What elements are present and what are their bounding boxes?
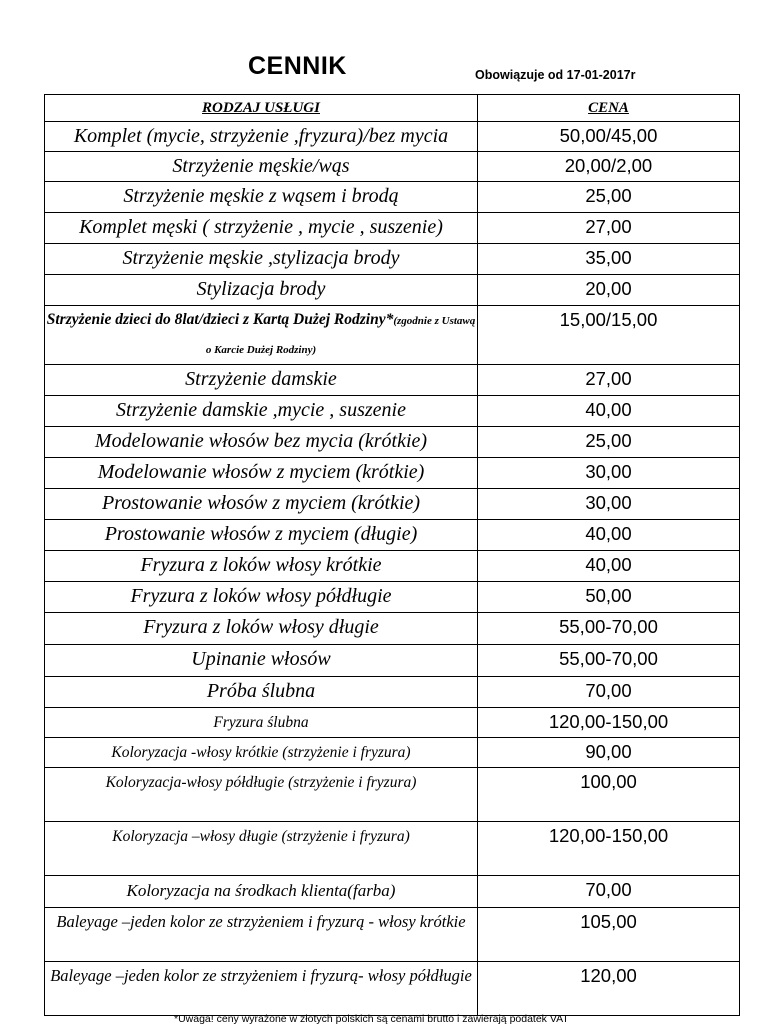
- service-name: Strzyżenie męskie/wąs: [45, 152, 478, 182]
- table-row: [45, 182, 740, 213]
- table-row: [45, 876, 740, 908]
- service-price: 20,00/2,00: [478, 152, 740, 182]
- service-name: Fryzura z loków włosy długie: [45, 613, 478, 645]
- price-list-table: [44, 94, 740, 1016]
- table-row: [45, 427, 740, 458]
- service-name: Prostowanie włosów z myciem (krótkie): [45, 489, 478, 520]
- service-price: 50,00/45,00: [478, 122, 740, 152]
- service-name: Strzyżenie damskie: [45, 365, 478, 396]
- table-header-row: [45, 95, 740, 122]
- service-name: Koloryzacja-włosy półdługie (strzyżenie i fryzura): [45, 768, 478, 822]
- service-price: 20,00: [478, 275, 740, 306]
- service-name: Komplet (mycie, strzyżenie ,fryzura)/bez mycia: [45, 122, 478, 152]
- service-price: 100,00: [478, 768, 740, 822]
- table-row: [45, 275, 740, 306]
- table-row: [45, 677, 740, 708]
- service-price: 120,00-150,00: [478, 708, 740, 738]
- service-price: 15,00/15,00: [478, 306, 740, 365]
- service-name: Modelowanie włosów z myciem (krótkie): [45, 458, 478, 489]
- table-row: [45, 489, 740, 520]
- service-price: 120,00-150,00: [478, 822, 740, 876]
- service-name: Koloryzacja –włosy długie (strzyżenie i fryzura): [45, 822, 478, 876]
- table-row: [45, 582, 740, 613]
- service-name: Fryzura z loków włosy półdługie: [45, 582, 478, 613]
- service-price: 55,00-70,00: [478, 613, 740, 645]
- service-name: Baleyage –jeden kolor ze strzyżeniem i fryzurą- włosy półdługie: [45, 962, 478, 1016]
- service-price: 30,00: [478, 458, 740, 489]
- table-row: [45, 551, 740, 582]
- table-row: [45, 396, 740, 427]
- service-price: 55,00-70,00: [478, 645, 740, 677]
- service-price: 30,00: [478, 489, 740, 520]
- service-price: 70,00: [478, 677, 740, 708]
- service-name: Baleyage –jeden kolor ze strzyżeniem i fryzurą - włosy krótkie: [45, 908, 478, 962]
- service-name: Koloryzacja na środkach klienta(farba): [45, 876, 478, 908]
- table-row: [45, 213, 740, 244]
- service-price: 105,00: [478, 908, 740, 962]
- service-name: Strzyżenie męskie z wąsem i brodą: [45, 182, 478, 213]
- table-row: [45, 962, 740, 1016]
- table-row: [45, 244, 740, 275]
- column-header-service: RODZAJ USŁUGI: [45, 95, 478, 122]
- vat-footnote: *Uwaga! ceny wyrażone w złotych polskich są cenami brutto i zawierają podatek VAT: [174, 1013, 569, 1025]
- table-row: [45, 708, 740, 738]
- service-name: Stylizacja brody: [45, 275, 478, 306]
- service-name: Fryzura z loków włosy krótkie: [45, 551, 478, 582]
- service-price: 25,00: [478, 182, 740, 213]
- service-price: 120,00: [478, 962, 740, 1016]
- service-price: 40,00: [478, 551, 740, 582]
- service-price: 35,00: [478, 244, 740, 275]
- table-row: [45, 306, 740, 365]
- service-name: Komplet męski ( strzyżenie , mycie , suszenie): [45, 213, 478, 244]
- table-row: [45, 738, 740, 768]
- service-name: Upinanie włosów: [45, 645, 478, 677]
- table-row: [45, 908, 740, 962]
- table-row: [45, 152, 740, 182]
- service-name: [45, 306, 478, 365]
- service-price: 50,00: [478, 582, 740, 613]
- service-name: Strzyżenie męskie ,stylizacja brody: [45, 244, 478, 275]
- service-name: Próba ślubna: [45, 677, 478, 708]
- table-row: [45, 520, 740, 551]
- service-price: 90,00: [478, 738, 740, 768]
- service-name: Strzyżenie damskie ,mycie , suszenie: [45, 396, 478, 427]
- service-price: 27,00: [478, 213, 740, 244]
- service-name: Koloryzacja -włosy krótkie (strzyżenie i fryzura): [45, 738, 478, 768]
- table-row: [45, 822, 740, 876]
- table-row: [45, 645, 740, 677]
- valid-from-date: Obowiązuje od 17-01-2017r: [475, 68, 636, 82]
- service-name: Prostowanie włosów z myciem (długie): [45, 520, 478, 551]
- service-name: Modelowanie włosów bez mycia (krótkie): [45, 427, 478, 458]
- service-price: 40,00: [478, 396, 740, 427]
- table-row: [45, 122, 740, 152]
- service-price: 40,00: [478, 520, 740, 551]
- page-title: CENNIK: [248, 52, 347, 80]
- table-row: [45, 768, 740, 822]
- table-row: [45, 613, 740, 645]
- table-row: [45, 365, 740, 396]
- service-note: (zgodnie z Ustawą o Karcie Dużej Rodziny): [205, 315, 476, 356]
- service-price: 27,00: [478, 365, 740, 396]
- service-name: Fryzura ślubna: [45, 708, 478, 738]
- service-name-main: Strzyżenie dzieci do 8lat/dzieci z Kartą Dużej Rodziny*: [46, 311, 394, 328]
- table-row: [45, 458, 740, 489]
- service-price: 70,00: [478, 876, 740, 908]
- service-price: 25,00: [478, 427, 740, 458]
- column-header-price: CENA: [478, 95, 740, 122]
